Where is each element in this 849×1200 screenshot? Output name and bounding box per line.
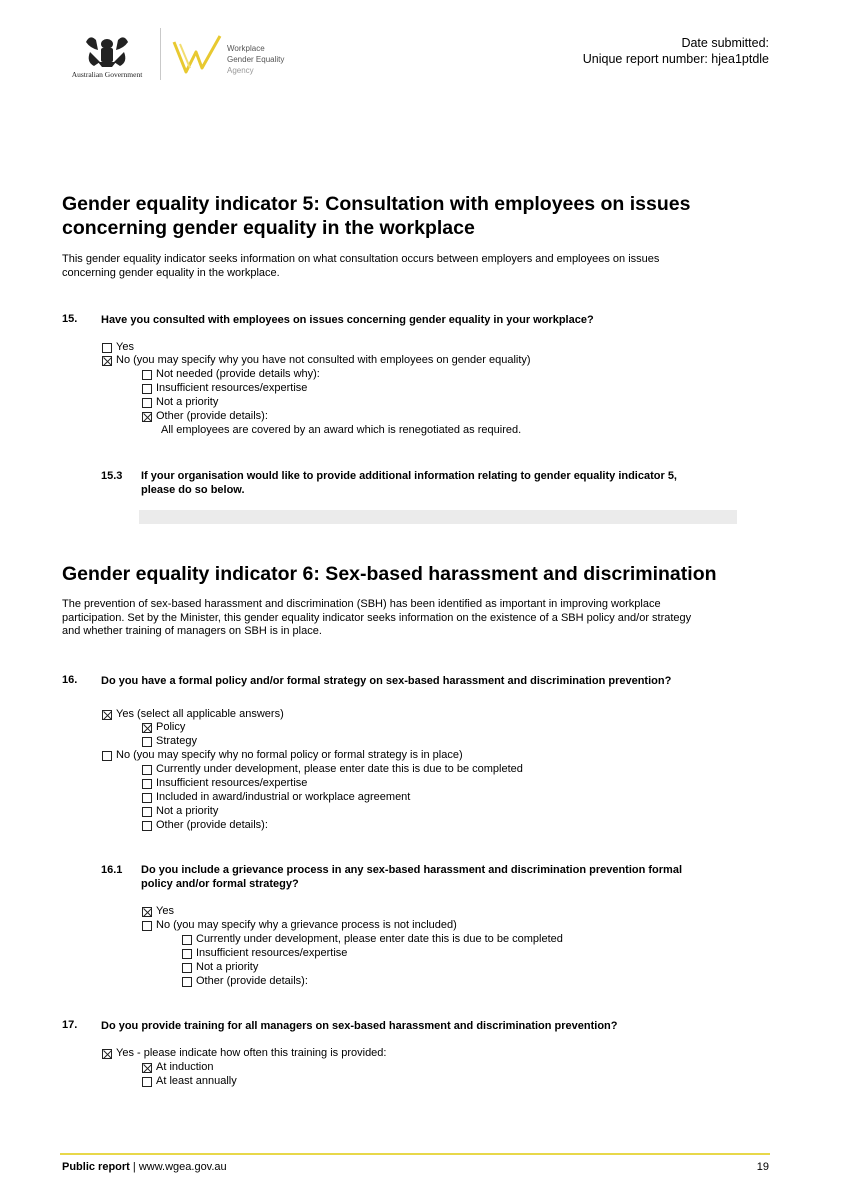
section5-title [62,193,690,240]
unique-report-number: Unique report number: hjea1ptdle [582,51,769,66]
q16-sub-award[interactable] [142,791,410,805]
q17-option-yes[interactable] [102,1047,386,1061]
checkbox-icon[interactable] [142,765,152,775]
option-label: No (you may specify why no formal policy or formal strategy is in place) [116,749,463,761]
option-label: Insufficient resources/expertise [156,777,308,789]
q17-number: 17. [62,1019,78,1031]
section6-intro-line2: participation. Set by the Minister, this gender equality indicator seeks information on the existence of a SBH policy and/or strategy [62,611,692,624]
q16-sub-not-priority[interactable] [142,805,218,819]
checkbox-icon[interactable] [142,793,152,803]
section5-title-line1: Gender equality indicator 5: Consultation with employees on issues [62,193,691,215]
q17-sub-at-induction[interactable] [142,1061,213,1075]
option-label: Other (provide details): [156,819,268,831]
footer-website[interactable]: | www.wgea.gov.au [129,1161,227,1173]
checkbox-checked-icon[interactable] [142,907,152,917]
checkbox-icon[interactable] [142,737,152,747]
q16-number: 16. [62,674,78,686]
option-label: Currently under development, please enter date this is due to be completed [156,763,523,775]
option-label: Insufficient resources/expertise [196,947,348,959]
option-label: At induction [156,1061,214,1073]
q15-3-number: 15.3 [101,470,123,482]
q17-sub-annually[interactable] [142,1075,237,1089]
q16-1-option-no[interactable] [142,919,457,933]
q16-sub-policy[interactable] [142,721,185,735]
section5-intro-line2: concerning gender equality in the workplace. [62,266,280,279]
q15-sub-not-needed[interactable] [142,368,320,382]
checkbox-icon[interactable] [182,949,192,959]
logo-divider [160,28,161,80]
date-submitted-label: Date submitted: [681,36,769,50]
report-meta [583,36,769,67]
q16-option-yes[interactable] [102,708,284,722]
page-number: 19 [756,1161,769,1173]
q15-text: Have you consulted with employees on issues concerning gender equality in your workplace? [101,314,594,326]
checkbox-icon[interactable] [182,935,192,945]
option-label: Not needed (provide details why): [156,368,320,380]
australian-government-crest-logo [60,32,155,82]
q15-sub-not-priority[interactable] [142,396,218,410]
q15-sub-other[interactable] [142,410,268,424]
q16-1-text-line1: Do you include a grievance process in any sex-based harassment and discrimination prevention formal [141,864,682,876]
q15-sub-insufficient[interactable] [142,382,307,396]
svg-text:Agency: Agency [227,66,254,75]
checkbox-checked-icon[interactable] [102,1049,112,1059]
option-label: At least annually [156,1075,237,1087]
option-label: Other (provide details): [156,410,268,422]
checkbox-icon[interactable] [142,921,152,931]
option-label: Strategy [156,735,197,747]
option-label: No (you may specify why you have not consulted with employees on gender equality) [116,354,531,366]
checkbox-icon[interactable] [142,370,152,380]
option-label: Currently under development, please enter date this is due to be completed [196,933,563,945]
checkbox-icon[interactable] [142,807,152,817]
section6-title: Gender equality indicator 6: Sex-based harassment and discrimination [62,563,717,585]
q16-option-no[interactable] [102,749,463,763]
checkbox-icon[interactable] [182,963,192,973]
q15-number: 15. [62,313,78,325]
q15-3-answer-field[interactable] [139,510,737,524]
checkbox-checked-icon[interactable] [142,723,152,733]
svg-text:Workplace: Workplace [227,44,265,53]
q16-text: Do you have a formal policy and/or formal strategy on sex-based harassment and discrimination prevention? [101,675,672,687]
q17-text: Do you provide training for all managers on sex-based harassment and discrimination prevention? [101,1020,618,1032]
q15-3-text [141,469,677,497]
section6-intro [62,598,762,639]
q15-option-yes[interactable] [102,341,134,355]
checkbox-checked-icon[interactable] [102,710,112,720]
checkbox-checked-icon[interactable] [102,356,112,366]
q15-3-text-line2: please do so below. [141,484,245,496]
section5-intro [62,253,762,280]
checkbox-icon[interactable] [142,779,152,789]
footer-public-report: Public report [62,1161,130,1173]
checkbox-checked-icon[interactable] [142,412,152,422]
checkbox-icon[interactable] [182,977,192,987]
option-label: Yes (select all applicable answers) [116,708,284,720]
checkbox-icon[interactable] [142,1077,152,1087]
option-label: Not a priority [156,805,219,817]
option-label: Not a priority [196,961,259,973]
footer-divider [60,1153,770,1155]
q16-1-text-line2: policy and/or formal strategy? [141,878,299,890]
checkbox-icon[interactable] [142,384,152,394]
footer-left [62,1161,227,1173]
q15-3-text-line1: If your organisation would like to provide additional information relating to gender equality indicator 5, [141,470,677,482]
option-label: Not a priority [156,396,219,408]
checkbox-icon[interactable] [102,751,112,761]
option-label: No (you may specify why a grievance process is not included) [156,919,457,931]
section6-intro-line1: The prevention of sex-based harassment and discrimination (SBH) has been identified as important in improving workplace [62,598,661,610]
svg-text:Australian Government: Australian Government [71,70,143,79]
section6-intro-line3: and whether training of managers on SBH is in place. [62,625,322,637]
q16-1-sub-under-development[interactable] [182,933,563,947]
section5-title-line2: concerning gender equality in the workplace [62,216,475,239]
q16-sub-insufficient[interactable] [142,777,307,791]
checkbox-checked-icon[interactable] [142,1063,152,1073]
option-label: Yes [116,341,134,353]
q16-1-sub-other[interactable] [182,975,308,989]
option-label: Yes [156,905,174,917]
wgea-agency-logo [172,34,292,80]
q15-other-details: All employees are covered by an award which is renegotiated as required. [161,424,522,436]
option-label: Other (provide details): [196,975,308,987]
q16-1-text [141,863,682,891]
checkbox-icon[interactable] [142,398,152,408]
q16-1-sub-insufficient[interactable] [182,947,347,961]
q15-option-no[interactable] [102,354,531,368]
svg-text:Gender Equality: Gender Equality [227,55,285,64]
q16-sub-under-development[interactable] [142,763,523,777]
section5-intro-line1: This gender equality indicator seeks information on what consultation occurs between employers and employees on issues [62,253,660,265]
q16-sub-strategy[interactable] [142,735,197,749]
checkbox-icon[interactable] [102,343,112,353]
option-label: Included in award/industrial or workplace agreement [156,791,411,803]
option-label: Policy [156,721,186,733]
checkbox-icon[interactable] [142,821,152,831]
q16-1-option-yes[interactable] [142,905,174,919]
option-label: Yes - please indicate how often this training is provided: [116,1047,387,1059]
q16-1-number: 16.1 [101,864,123,876]
q16-sub-other[interactable] [142,819,268,833]
option-label: Insufficient resources/expertise [156,382,308,394]
q16-1-sub-not-priority[interactable] [182,961,258,975]
